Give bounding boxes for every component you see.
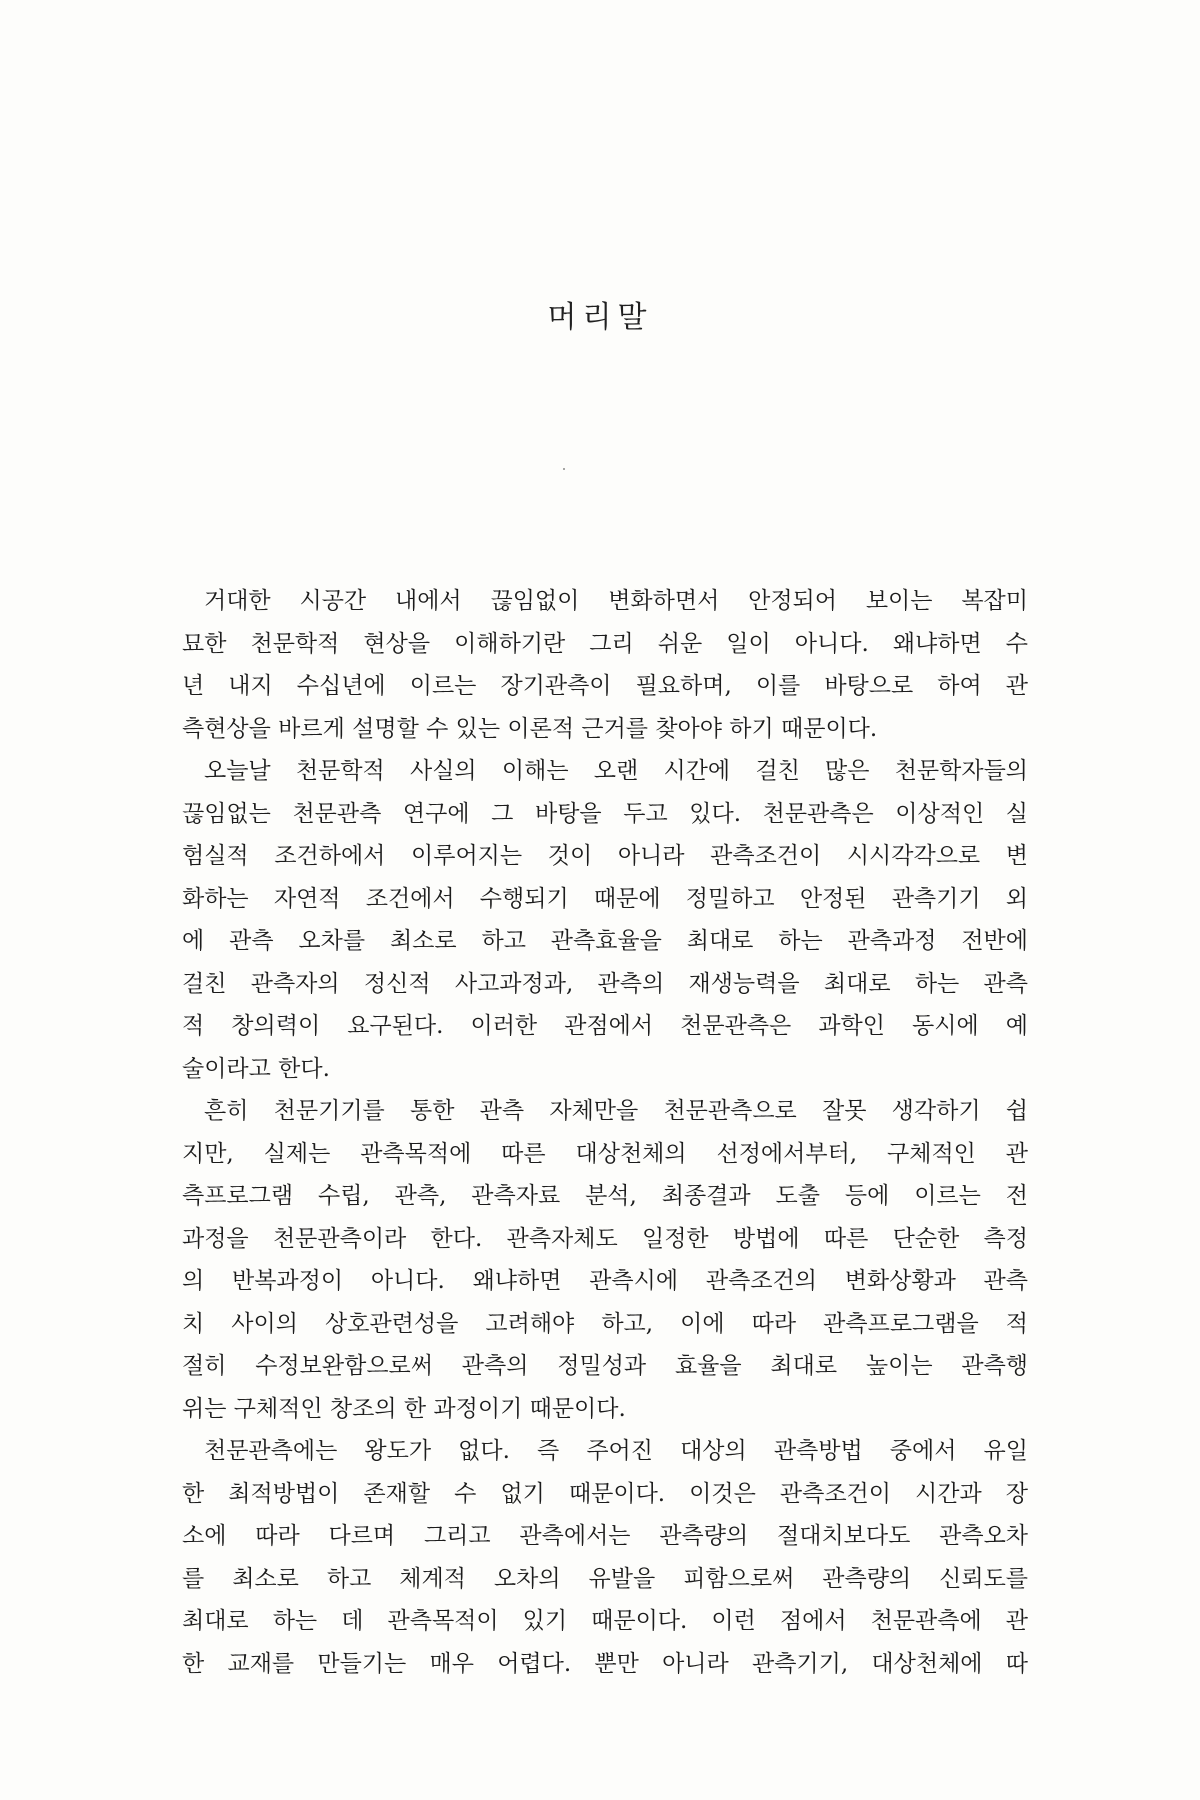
text-line: 년 내지 수십년에 이르는 장기관측이 필요하며, 이를 바탕으로 하여 관 [182,673,1028,699]
text-line: 술이라고 한다. [182,1055,330,1082]
text-line: 과정을 천문관측이라 한다. 관측자체도 일정한 방법에 따른 단순한 측정 [182,1225,1028,1252]
text-line: 화하는 자연적 조건에서 수행되기 때문에 정밀하고 안정된 관측기기 외 [182,885,1028,912]
text-line: 한 최적방법이 존재할 수 없기 때문이다. 이것은 관측조건이 시간과 장 [182,1480,1028,1507]
text-line: 치 사이의 상호관련성을 고려해야 하고, 이에 따라 관측프로그램을 적 [182,1310,1028,1337]
text-line: 천문관측에는 왕도가 없다. 즉 주어진 대상의 관측방법 중에서 유일 [204,1438,1028,1464]
text-line: 험실적 조건하에서 이루어지는 것이 아니라 관측조건이 시시각각으로 변 [182,843,1028,869]
text-line: 위는 구체적인 창조의 한 과정이기 때문이다. [182,1395,626,1422]
text-line: 오늘날 천문학적 사실의 이해는 오랜 시간에 걸친 많은 천문학자들의 [204,758,1028,784]
scan-speck [563,468,565,470]
text-line: 의 반복과정이 아니다. 왜냐하면 관측시에 관측조건의 변화상황과 관측 [182,1268,1028,1294]
text-line: 절히 수정보완함으로써 관측의 정밀성과 효율을 최대로 높이는 관측행 [182,1353,1028,1379]
paragraph [182,750,1028,1090]
text-line: 적 창의력이 요구된다. 이러한 관점에서 천문관측은 과학인 동시에 예 [182,1013,1028,1039]
text-line: 를 최소로 하고 체계적 오차의 유발을 피함으로써 관측량의 신뢰도를 [182,1565,1028,1592]
text-line: 최대로 하는 데 관측목적이 있기 때문이다. 이런 점에서 천문관측에 관 [182,1608,1028,1634]
text-line: 끊임없는 천문관측 연구에 그 바탕을 두고 있다. 천문관측은 이상적인 실 [182,800,1028,827]
text-line: 흔히 천문기기를 통한 관측 자체만을 천문관측으로 잘못 생각하기 쉽 [204,1098,1028,1124]
page-title: 머리말 [547,300,653,335]
text-line: 에 관측 오차를 최소로 하고 관측효율을 최대로 하는 관측과정 전반에 [182,928,1028,954]
text-line: 측현상을 바르게 설명할 수 있는 이론적 근거를 찾아야 하기 때문이다. [182,715,878,742]
body-text [182,580,1028,1685]
text-line: 소에 따라 다르며 그리고 관측에서는 관측량의 절대치보다도 관측오차 [182,1523,1028,1549]
text-line: 걸친 관측자의 정신적 사고과정과, 관측의 재생능력을 최대로 하는 관측 [182,970,1028,997]
text-line: 측프로그램 수립, 관측, 관측자료 분석, 최종결과 도출 등에 이르는 전 [182,1183,1028,1209]
paragraph [182,1090,1028,1430]
text-line: 거대한 시공간 내에서 끊임없이 변화하면서 안정되어 보이는 복잡미 [204,588,1028,614]
text-line: 한 교재를 만들기는 매우 어렵다. 뿐만 아니라 관측기기, 대상천체에 따 [182,1650,1028,1677]
paragraph [182,580,1028,750]
paragraph [182,1430,1028,1685]
text-line: 지만, 실제는 관측목적에 따른 대상천체의 선정에서부터, 구체적인 관 [182,1140,1028,1167]
text-line: 묘한 천문학적 현상을 이해하기란 그리 쉬운 일이 아니다. 왜냐하면 수 [182,630,1028,657]
